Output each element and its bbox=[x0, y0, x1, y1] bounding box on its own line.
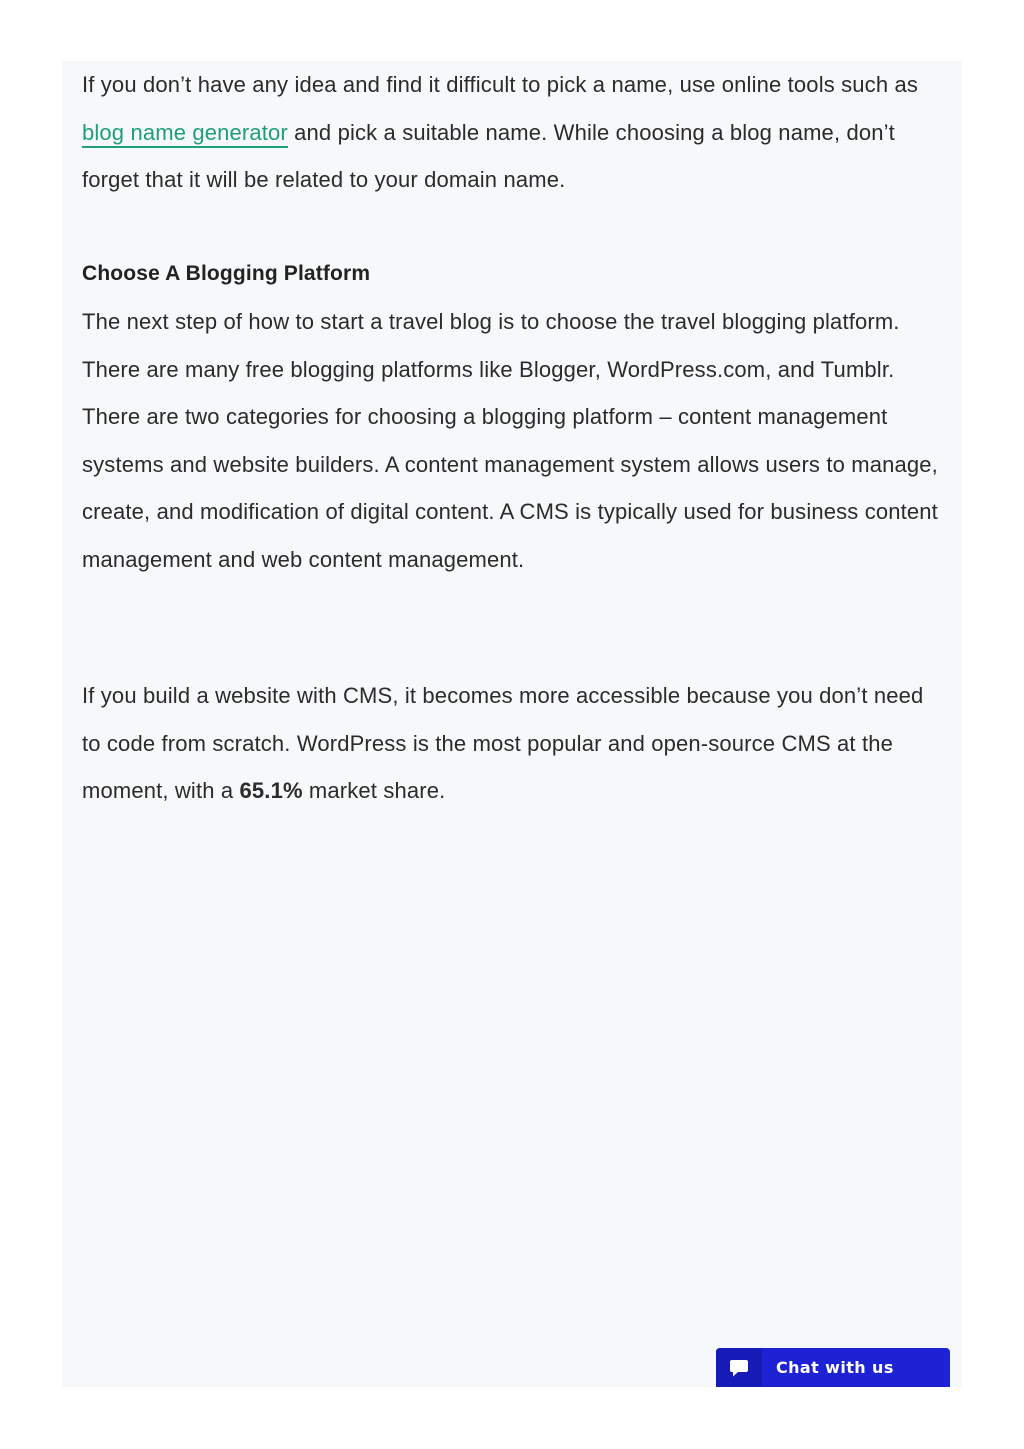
paragraph-text: and pick a suitable name. While choosing a blog name, don’t forget that it will be related to your domain name. bbox=[82, 119, 895, 193]
chat-widget-label: Chat with us bbox=[776, 1358, 894, 1377]
paragraph-text: If you build a website with CMS, it becomes more accessible because you don’t need to code from scratch. WordPress is the most popular and open-source CMS at the moment, with a bbox=[82, 683, 924, 804]
market-share-value: 65.1% bbox=[239, 778, 303, 804]
paragraph-blog-name bbox=[82, 61, 942, 204]
chat-bubble-icon-svg bbox=[728, 1357, 750, 1379]
chat-widget-button[interactable] bbox=[716, 1348, 950, 1387]
chat-bubble-icon bbox=[716, 1348, 762, 1387]
content-panel bbox=[62, 61, 962, 1387]
paragraph-blogging-platform: The next step of how to start a travel blog is to choose the travel blogging platform. There are many free blogging platforms like Blogger, WordPress.com, and Tumblr. There are two categories for choosing a blogging platform – content management systems and website builders. A content management system allows users to manage, create, and modification of digital content. A CMS is typically used for business content management and web content management. bbox=[82, 309, 938, 572]
paragraph-cms bbox=[82, 672, 942, 815]
paragraph-text: market share. bbox=[302, 778, 446, 804]
section-heading: Choose A Blogging Platform bbox=[82, 262, 371, 285]
paragraph-text: If you don’t have any idea and find it difficult to pick a name, use online tools such as bbox=[82, 72, 919, 97]
blog-name-generator-link[interactable]: blog name generator bbox=[82, 120, 288, 148]
